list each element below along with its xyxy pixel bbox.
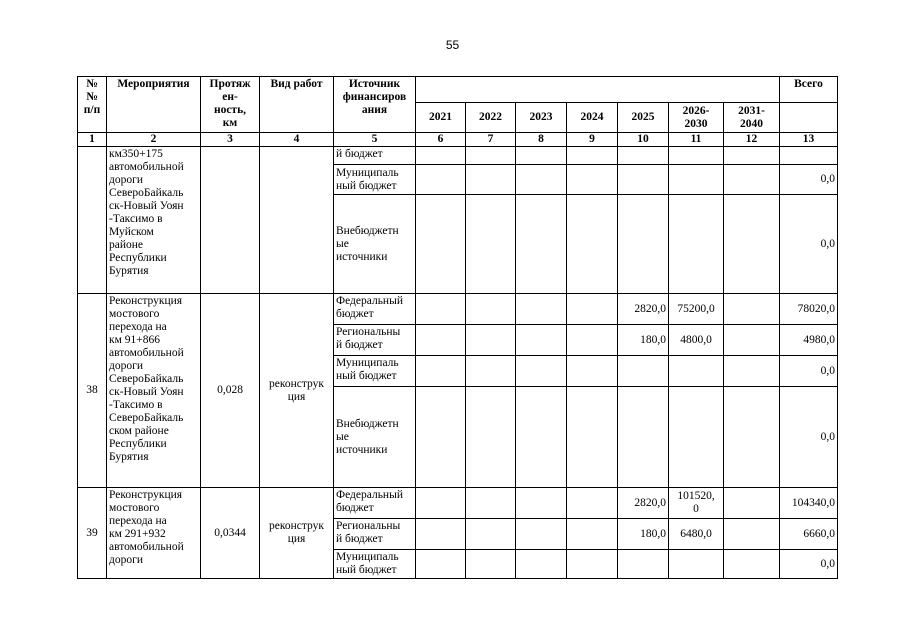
- value-2025: 2820,0: [618, 488, 669, 519]
- work-type: [260, 147, 334, 294]
- column-number-row: [78, 133, 838, 147]
- year-value: [416, 195, 466, 294]
- total-value: [780, 147, 838, 165]
- header-row: [78, 77, 838, 103]
- funding-source: Муниципаль ный бюджет: [334, 356, 416, 387]
- year-value: [516, 147, 567, 165]
- event-description: Реконструкция мостового перехода на км 291+932 автомобильной дороги: [107, 488, 201, 579]
- value-2025: [618, 147, 669, 165]
- total-value: 0,0: [780, 387, 838, 488]
- value-2026-2030: [669, 356, 724, 387]
- year-value: [466, 325, 516, 356]
- column-number: 4: [260, 133, 334, 147]
- column-number: 9: [567, 133, 618, 147]
- column-number: 1: [78, 133, 107, 147]
- value-2031-2040: [724, 165, 780, 195]
- year-value: [466, 550, 516, 579]
- year-value: [516, 387, 567, 488]
- column-number: 13: [780, 133, 838, 147]
- year-value: [416, 325, 466, 356]
- funding-source: Федеральный бюджет: [334, 488, 416, 519]
- column-number: 2: [107, 133, 201, 147]
- funding-source: Внебюджетн ые источники: [334, 387, 416, 488]
- year-value: [567, 165, 618, 195]
- value-2026-2030: 101520, 0: [669, 488, 724, 519]
- year-value: [416, 356, 466, 387]
- year-value: [416, 294, 466, 325]
- total-value: 4980,0: [780, 325, 838, 356]
- row-number: 39: [78, 488, 107, 579]
- work-type: реконструк ция: [260, 294, 334, 488]
- value-2025: [618, 356, 669, 387]
- year-value: [416, 147, 466, 165]
- row-number: [78, 147, 107, 294]
- value-2031-2040: [724, 325, 780, 356]
- header-num: № № п/п: [78, 77, 107, 133]
- table-row: [78, 294, 838, 325]
- funding-source: Внебюджетн ые источники: [334, 195, 416, 294]
- year-value: [516, 488, 567, 519]
- value-2031-2040: [724, 356, 780, 387]
- year-value: [567, 195, 618, 294]
- column-number: 11: [669, 133, 724, 147]
- value-2026-2030: 75200,0: [669, 294, 724, 325]
- year-value: [516, 165, 567, 195]
- year-value: [466, 195, 516, 294]
- column-number: 12: [724, 133, 780, 147]
- event-description: км350+175 автомобильной дороги СевероБайкаль ск-Новый Уоян -Таксимо в Муйском районе Республики Бурятия: [107, 147, 201, 294]
- funding-table: [77, 76, 838, 579]
- value-2031-2040: [724, 519, 780, 550]
- value-2026-2030: [669, 195, 724, 294]
- header-year: 2021: [416, 103, 466, 133]
- funding-source: й бюджет: [334, 147, 416, 165]
- year-value: [466, 519, 516, 550]
- funding-source: Федеральный бюджет: [334, 294, 416, 325]
- value-2026-2030: [669, 165, 724, 195]
- length-km: 0,028: [201, 294, 260, 488]
- year-value: [567, 519, 618, 550]
- year-value: [416, 519, 466, 550]
- value-2026-2030: 4800,0: [669, 325, 724, 356]
- value-2026-2030: [669, 550, 724, 579]
- length-km: 0,0344: [201, 488, 260, 579]
- value-2025: [618, 550, 669, 579]
- total-value: 0,0: [780, 550, 838, 579]
- year-value: [567, 387, 618, 488]
- funding-source: Региональны й бюджет: [334, 325, 416, 356]
- funding-source: Муниципаль ный бюджет: [334, 550, 416, 579]
- value-2025: [618, 387, 669, 488]
- header-year: 2022: [466, 103, 516, 133]
- column-number: 3: [201, 133, 260, 147]
- year-value: [466, 294, 516, 325]
- header-work-type: Вид работ: [260, 77, 334, 133]
- year-value: [567, 550, 618, 579]
- year-value: [416, 488, 466, 519]
- column-number: 7: [466, 133, 516, 147]
- length-km: [201, 147, 260, 294]
- value-2026-2030: [669, 387, 724, 488]
- funding-source: Муниципаль ный бюджет: [334, 165, 416, 195]
- year-value: [466, 356, 516, 387]
- column-number: 10: [618, 133, 669, 147]
- year-value: [516, 325, 567, 356]
- table-row: [78, 147, 838, 165]
- event-description: Реконструкция мостового перехода на км 91+866 автомобильной дороги СевероБайкаль ск-Новый Уоян -Таксимо в СевероБайкаль ском районе Республики Бурятия: [107, 294, 201, 488]
- value-2026-2030: [669, 147, 724, 165]
- value-2031-2040: [724, 147, 780, 165]
- header-year: 2025: [618, 103, 669, 133]
- year-value: [567, 356, 618, 387]
- header-source: Источник финансиров ания: [334, 77, 416, 133]
- year-value: [516, 550, 567, 579]
- value-2031-2040: [724, 195, 780, 294]
- total-value: 0,0: [780, 356, 838, 387]
- value-2031-2040: [724, 387, 780, 488]
- year-value: [567, 325, 618, 356]
- total-value: 0,0: [780, 195, 838, 294]
- header-event: Мероприятия: [107, 77, 201, 133]
- value-2025: 180,0: [618, 519, 669, 550]
- year-value: [516, 519, 567, 550]
- year-value: [416, 165, 466, 195]
- row-number: 38: [78, 294, 107, 488]
- value-2031-2040: [724, 550, 780, 579]
- value-2025: 2820,0: [618, 294, 669, 325]
- header-length: Протяж ен- ность, км: [201, 77, 260, 133]
- header-year: 2026- 2030: [669, 103, 724, 133]
- value-2031-2040: [724, 488, 780, 519]
- funding-source: Региональны й бюджет: [334, 519, 416, 550]
- total-value: 0,0: [780, 165, 838, 195]
- header-year: 2031- 2040: [724, 103, 780, 133]
- header-year: 2023: [516, 103, 567, 133]
- value-2031-2040: [724, 294, 780, 325]
- year-value: [416, 387, 466, 488]
- column-number: 5: [334, 133, 416, 147]
- value-2025: [618, 195, 669, 294]
- column-number: 8: [516, 133, 567, 147]
- value-2026-2030: 6480,0: [669, 519, 724, 550]
- year-value: [466, 165, 516, 195]
- value-2025: 180,0: [618, 325, 669, 356]
- header-total-blank: [780, 103, 838, 133]
- header-year: 2024: [567, 103, 618, 133]
- page-number: 55: [445, 38, 460, 52]
- value-2025: [618, 165, 669, 195]
- year-value: [416, 550, 466, 579]
- year-value: [567, 294, 618, 325]
- total-value: 104340,0: [780, 488, 838, 519]
- year-value: [466, 147, 516, 165]
- header-total: Всего: [780, 77, 838, 103]
- year-value: [516, 356, 567, 387]
- column-number: 6: [416, 133, 466, 147]
- year-value: [567, 147, 618, 165]
- table-row: [78, 488, 838, 519]
- header-years-group: [416, 77, 780, 103]
- year-value: [466, 488, 516, 519]
- year-value: [516, 195, 567, 294]
- year-value: [466, 387, 516, 488]
- work-type: реконструк ция: [260, 488, 334, 579]
- year-value: [516, 294, 567, 325]
- total-value: 6660,0: [780, 519, 838, 550]
- year-value: [567, 488, 618, 519]
- total-value: 78020,0: [780, 294, 838, 325]
